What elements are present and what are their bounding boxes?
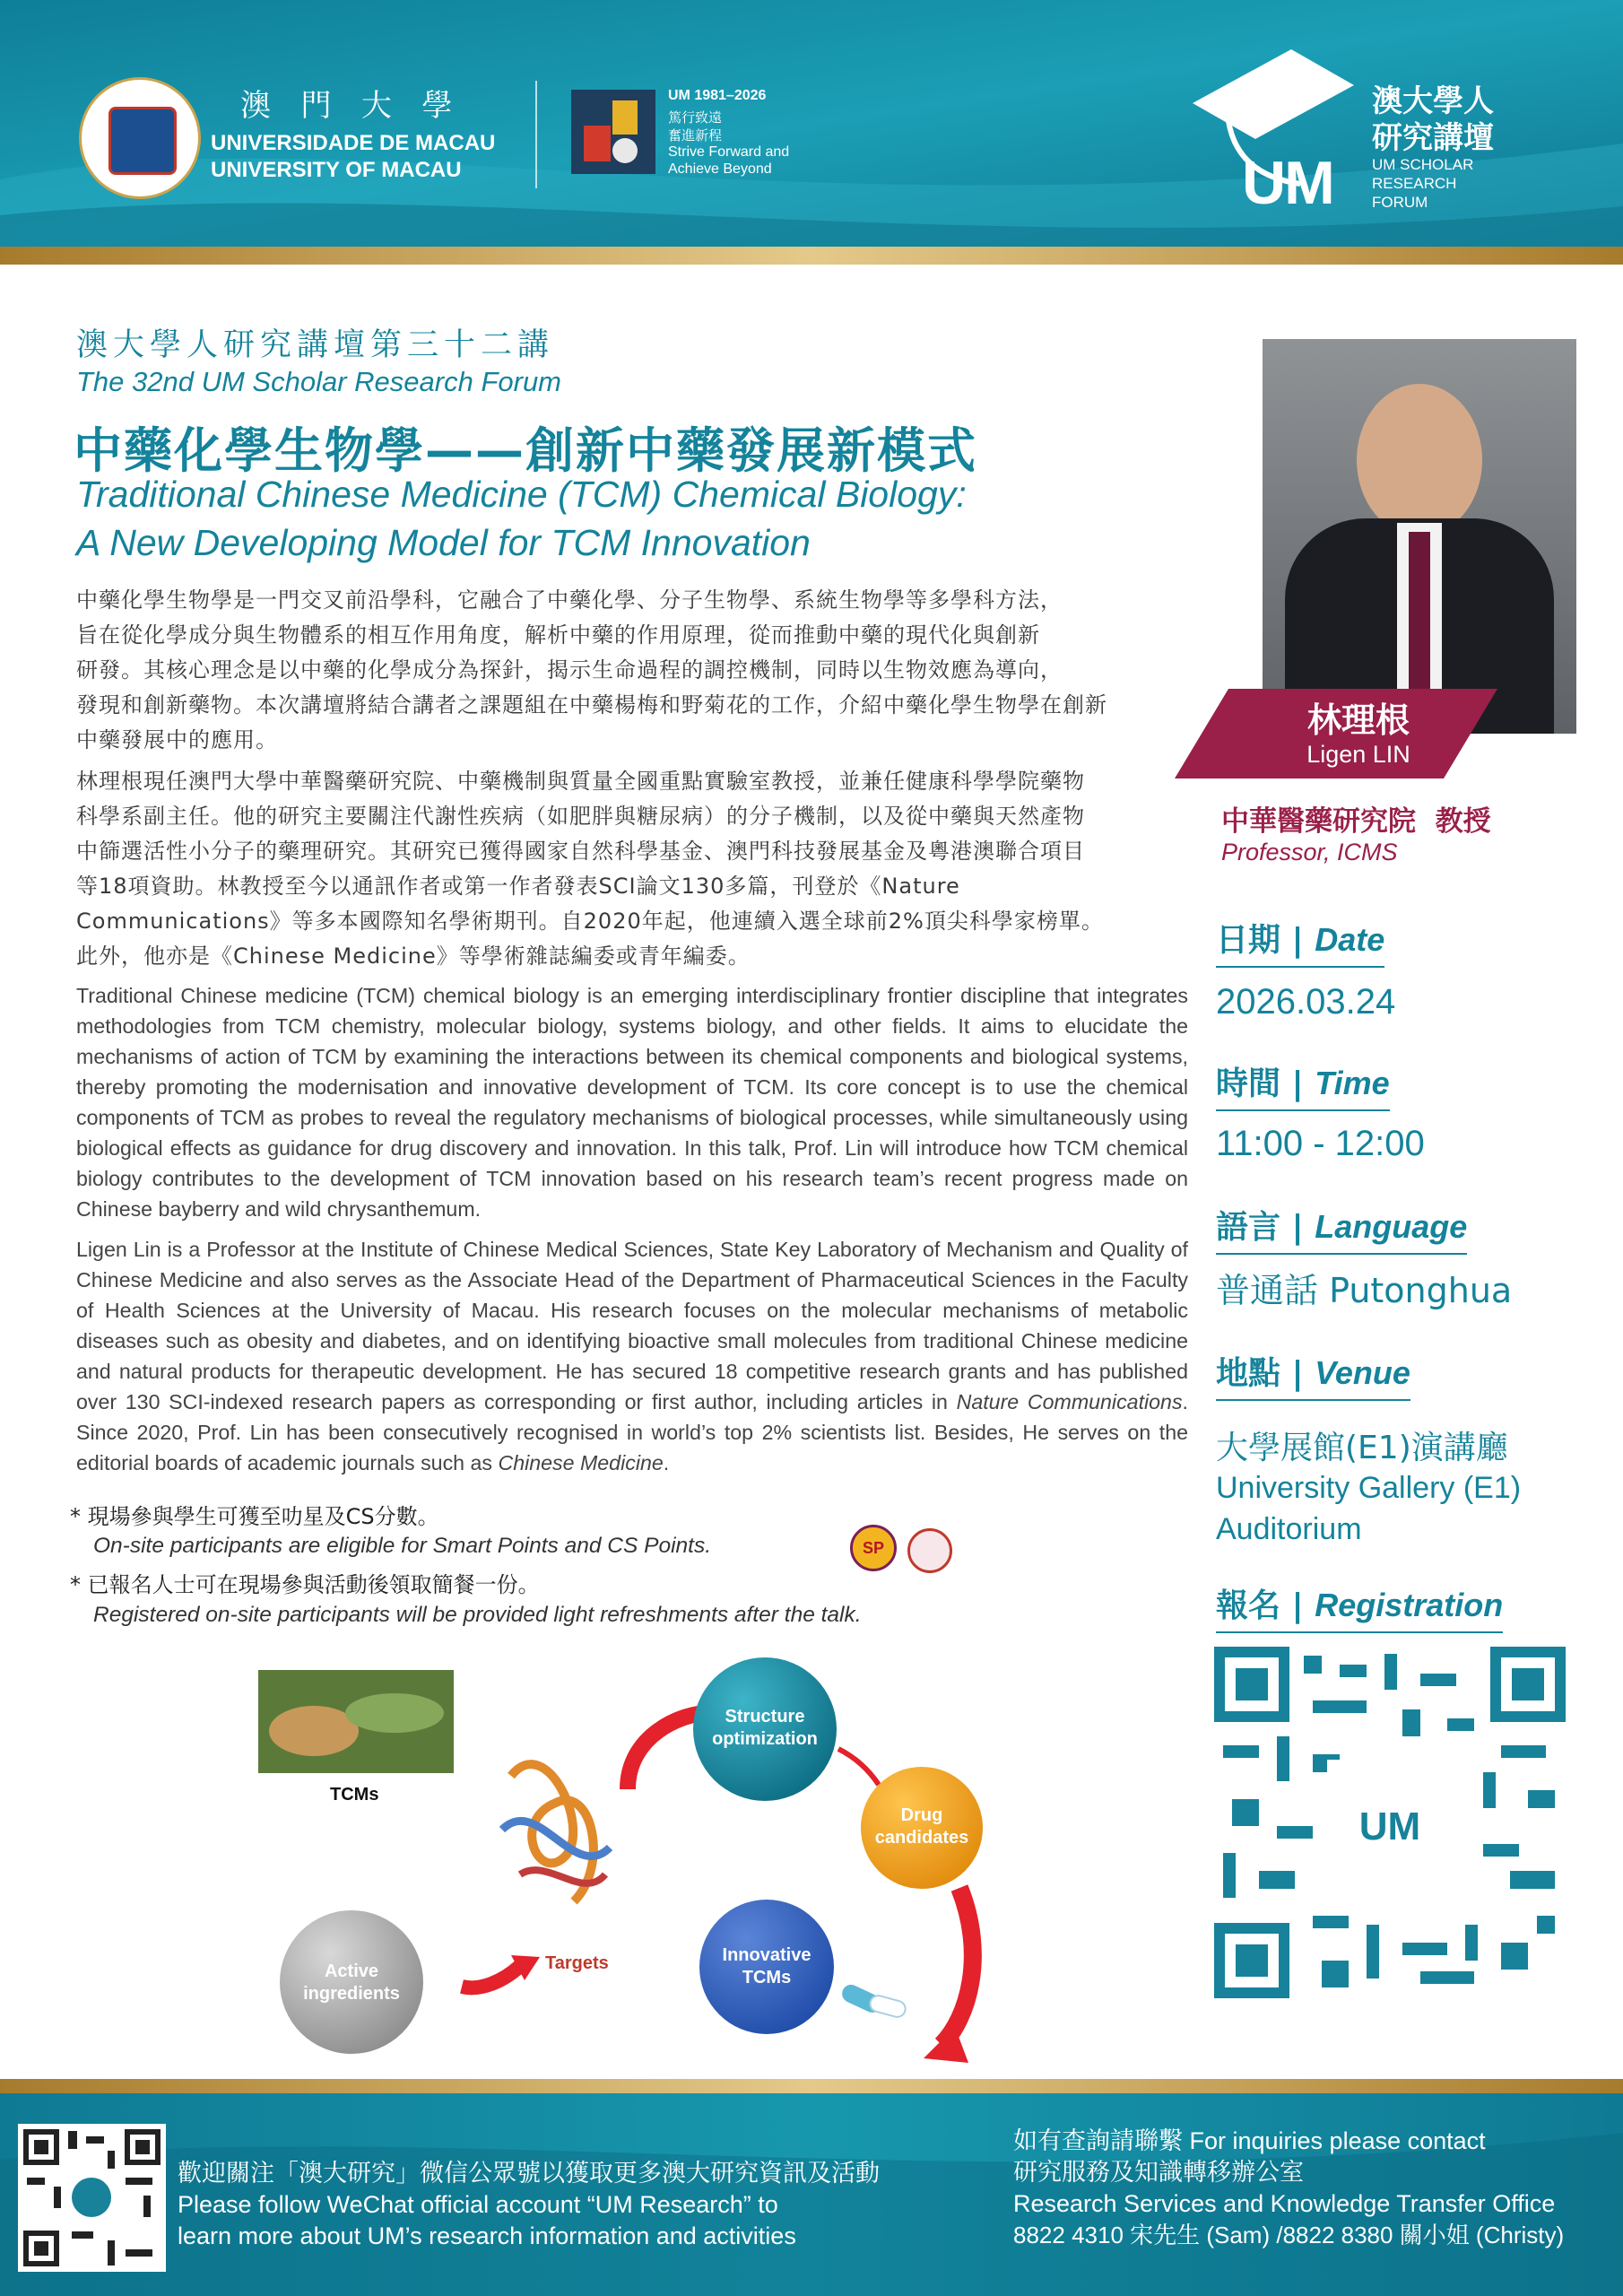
language-heading-cn: 語言 (1216, 1209, 1281, 1246)
language-heading-en: Language (1315, 1208, 1468, 1245)
innovative-label: Innovative TCMs (722, 1945, 812, 1987)
arrow-to-drug (838, 1749, 879, 1785)
speaker-photo (1263, 339, 1576, 734)
header-banner (0, 0, 1623, 269)
svg-text:UM: UM (1358, 1805, 1421, 1848)
footer-banner (0, 2079, 1623, 2296)
date-heading-cn: 日期 (1216, 922, 1281, 959)
note1-cn: * 現場參與學生可獲至叻星及CS分數。 (70, 1504, 439, 1529)
cs-points-circle (907, 1528, 952, 1573)
venue-heading: 地點 | Venue (1216, 1348, 1410, 1401)
logo-en: UNIVERSITY OF MACAU (211, 158, 462, 182)
bio-en (76, 1234, 1188, 1478)
anniversary-logo (571, 90, 655, 174)
venue-heading-cn: 地點 (1216, 1355, 1281, 1392)
note2-cn: * 已報名人士可在現場參與活動後領取簡餐一份。 (70, 1572, 540, 1597)
bio-en-journal: Nature Communications (956, 1390, 1183, 1413)
targets-label: Targets (545, 1953, 609, 1973)
pill-capsules-icon (839, 1982, 907, 2019)
time-value: 11:00 - 12:00 (1216, 1124, 1425, 1163)
forum-en3: FORUM (1372, 194, 1428, 211)
wechat-en2: learn more about UM’s research information and activities (178, 2222, 796, 2249)
logo-pt: UNIVERSIDADE DE MACAU (211, 131, 496, 155)
bio-cn-line: Communications》等多本國際知名學術期刊。自2020年起，他連續入選全球前2%頂尖科學家榜單。 (76, 909, 1104, 934)
time-heading-en: Time (1315, 1065, 1390, 1101)
logo-cn: 澳 門 大 學 (240, 89, 464, 123)
wechat-en1: Please follow WeChat official account “UM Research” to (178, 2191, 778, 2218)
forum-en1: UM SCHOLAR (1372, 156, 1474, 173)
registration-qr-code[interactable] (1214, 1647, 1566, 1998)
abstract-cn-line: 發現和創新藥物。本次講壇將結合講者之課題組在中藥楊梅和野菊花的工作，介紹中藥化學生物學在創新 (76, 692, 1107, 718)
abstract-cn-line: 旨在從化學成分與生物體系的相互作用角度，解析中藥的作用原理，從而推動中藥的現代化與創新 (76, 622, 1040, 648)
bio-cn-line: 林理根現任澳門大學中華醫藥研究院、中藥機制與質量全國重點實驗室教授，並兼任健康科學學院藥物 (76, 769, 1085, 794)
active-label: Active ingredients (303, 1961, 400, 2004)
contact-line3: Research Services and Knowledge Transfer Office (1013, 2190, 1556, 2217)
forum-cn1: 澳大學人 (1372, 84, 1494, 118)
date-value: 2026.03.24 (1216, 982, 1396, 1022)
time-heading-cn: 時間 (1216, 1065, 1281, 1102)
wechat-cn: 歡迎關注「澳大研究」微信公眾號以獲取更多澳大研究資訊及活動 (178, 2160, 880, 2187)
title-en-line1: Traditional Chinese Medicine (TCM) Chemical Biology: (76, 474, 967, 515)
venue-value-en1: University Gallery (E1) (1216, 1471, 1522, 1505)
protein-structure-image (502, 1764, 610, 1901)
bio-cn (76, 764, 1188, 974)
speaker-tie (1409, 532, 1430, 711)
tcms-label: TCMs (330, 1785, 379, 1805)
anniv-en2: Achieve Beyond (668, 161, 772, 177)
speaker-face (1357, 384, 1482, 536)
venue-heading-en: Venue (1315, 1354, 1410, 1391)
language-heading: 語言 | Language (1216, 1202, 1467, 1255)
qr-pattern (1214, 1647, 1566, 1998)
registration-heading-cn: 報名 (1216, 1587, 1281, 1624)
registration-heading: 報名 | Registration (1216, 1580, 1503, 1633)
speaker-name-cn: 林理根 (1306, 700, 1410, 740)
seal-shield-icon (108, 107, 177, 175)
abstract-cn-line: 中藥化學生物學是一門交叉前沿學科，它融合了中藥化學、分子生物學、系統生物學等多學科方法， (76, 587, 1063, 613)
bio-cn-line: 科學系副主任。他的研究主要關注代謝性疾病（如肥胖與糖尿病）的分子機制，以及從中藥與天然產物 (76, 804, 1085, 829)
abstract-cn-line: 研發。其核心理念是以中藥的化學成分為探針，揭示生命過程的調控機制，同時以生物效應為導向， (76, 657, 1063, 683)
arrow-to-innovative (942, 1888, 973, 2045)
bio-cn-line: 此外，他亦是《Chinese Medicine》等學術雜誌編委或青年編委。 (76, 944, 751, 969)
contact-line2: 研究服務及知識轉移辦公室 (1013, 2159, 1304, 2186)
speaker-name-en: Ligen LIN (1306, 741, 1410, 768)
note1-en: On-site participants are eligible for Smart Points and CS Points. (93, 1534, 712, 1558)
anniv-cn1: 篤行致遠 (668, 110, 723, 126)
anniv-gold-shape (612, 100, 638, 135)
speaker-position-en: Professor, ICMS (1221, 839, 1398, 865)
series-cn: 澳大學人研究講壇第三十二講 (76, 327, 555, 363)
smart-points-badge: SP (850, 1525, 897, 1571)
speaker-position-cn: 中華醫藥研究院 教授 (1221, 805, 1491, 838)
research-diagram (251, 1650, 1022, 2063)
anniv-red-shape (584, 126, 611, 161)
structure-label: Structure optimization (712, 1707, 818, 1749)
cs-points-icon (900, 1525, 958, 1570)
forum-cn2: 研究講壇 (1372, 121, 1494, 155)
bio-en-part: Ligen Lin is a Professor at the Institute of Chinese Medical Sciences, State Key Laboratory of Mechanism and Quality of Chinese Medicine and also serves as the Associate Head of the Department of Pharmaceutical Sciences in the Faculty of Health Sciences at the University of Macau. His research focuses on the molecular mechanisms of metabolic diseases such as obesity and diabetes, and on identifying bioactive small molecules from traditional Chinese medicine and natural products for therapeutic development. He has secured 18 competitive research grants and has published over 130 SCI-indexed research papers as corresponding or first author, including articles in (76, 1238, 1188, 1413)
wechat-qr-pattern (18, 2124, 166, 2272)
abstract-en: Traditional Chinese medicine (TCM) chemical biology is an emerging interdisciplinary frontier discipline that integrates methodologies from TCM chemistry, molecular biology, systems biology, and other fields. It aims to elucidate the mechanisms of action of TCM by examining the interactions between its chemical components and biological systems, thereby promoting the modernisation and innovative development of TCM. Its core concept is to use the chemical components of TCM as probes to reveal the regulatory mechanisms of biological processes, while simultaneously using biological effects as guidance for drug discovery and innovation. In this talk, Prof. Lin will introduce how TCM chemical biology contributes to the development of TCM innovation based on his research team’s recent progress made on Chinese bayberry and wild chrysanthemum. (76, 984, 1188, 1221)
abstract-cn-line: 中藥發展中的應用。 (76, 727, 278, 752)
registration-heading-en: Registration (1315, 1587, 1504, 1623)
anniv-white-shape (612, 138, 638, 163)
date-heading-en: Date (1315, 921, 1385, 958)
note2-en: Registered on-site participants will be provided light refreshments after the talk. (93, 1603, 862, 1627)
date-heading: 日期 | Date (1216, 915, 1384, 968)
drug-label: Drug candidates (874, 1805, 969, 1848)
arrow-to-targets (462, 1966, 520, 1987)
title-cn: 中藥化學生物學——創新中藥發展新模式 (74, 422, 977, 479)
wechat-qr-code[interactable] (18, 2124, 166, 2272)
header-divider (535, 81, 537, 188)
venue-value-en2: Auditorium (1216, 1512, 1362, 1546)
forum-um: UM (1242, 149, 1333, 217)
bio-en-part: . Since 2020, Prof. Lin has been consecutively recognised in world’s top 2% scientists list. Besides, He serves on the editorial boards of academic journals such as (76, 1390, 1188, 1474)
forum-en2: RESEARCH (1372, 175, 1457, 192)
series-en: The 32nd UM Scholar Research Forum (76, 366, 562, 397)
anniv-en1: Strive Forward and (668, 144, 790, 160)
venue-value-cn: 大學展館(E1)演講廳 (1216, 1430, 1508, 1466)
contact-line1: 如有查詢請聯繫 For inquiries please contact (1013, 2127, 1486, 2154)
bio-cn-line: 中篩選活性小分子的藥理研究。其研究已獲得國家自然科學基金、澳門科技發展基金及粵港澳聯合項目 (76, 839, 1085, 864)
anniv-years: UM 1981–2026 (668, 88, 767, 103)
anniv-cn2: 奮進新程 (668, 128, 723, 144)
bio-en-part: . (663, 1451, 670, 1474)
abstract-cn (76, 583, 1188, 758)
bio-cn-line: 等18項資助。林教授至今以通訊作者或第一作者發表SCI論文130多篇，刊登於《Nature (76, 874, 960, 899)
language-value: 普通話 Putonghua (1216, 1271, 1513, 1310)
title-en-line2: A New Developing Model for TCM Innovation (76, 522, 811, 563)
contact-line4: 8822 4310 宋先生 (Sam) /8822 8380 關小姐 (Christy) (1013, 2222, 1565, 2248)
bio-en-journal: Chinese Medicine (498, 1451, 664, 1474)
um-seal-logo (79, 77, 201, 199)
time-heading: 時間 | Time (1216, 1058, 1390, 1111)
